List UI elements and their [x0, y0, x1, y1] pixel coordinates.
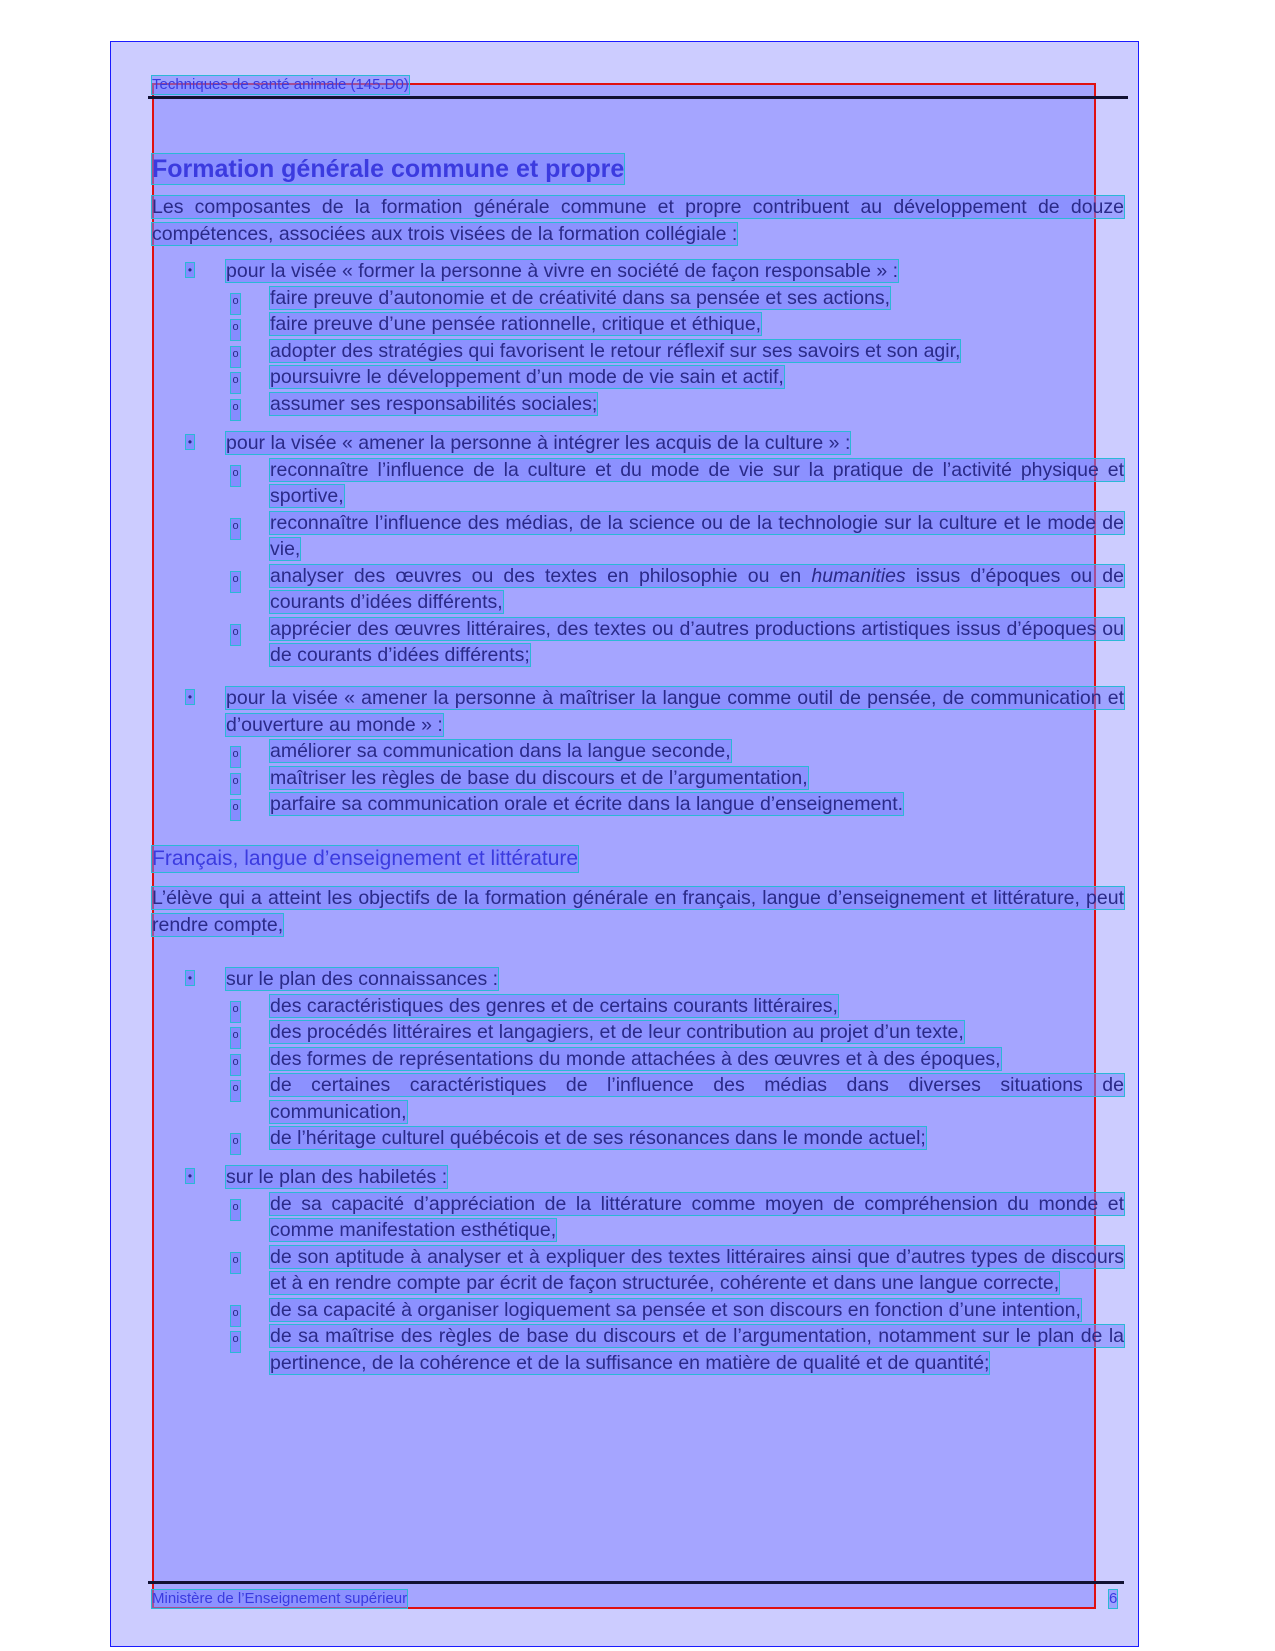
section2-intro: L’élève qui a atteint les objectifs de la formation générale en français, langue d’enseignement et littérature, peut rendre compte, — [152, 887, 1124, 936]
list-item: o adopter des stratégies qui favorisent le retour réflexif sur ses savoirs et son agir, — [226, 338, 1124, 365]
list-item: • pour la visée « amener la personne à maîtriser la langue comme outil de pensée, de communication et d’ouverture au monde » : o améliorer sa communication dans la langue seconde, o maîtriser les règles de base du discours et de l’argumentation, o parfaire sa communication orale et écrite dans la langue d’enseignement. — [186, 685, 1124, 818]
circle-bullet-icon: o — [231, 1002, 240, 1022]
list-item: o poursuivre le développement d’un mode de vie sain et actif, — [226, 364, 1124, 391]
bullet-icon: • — [187, 435, 193, 449]
list-item: o de sa maîtrise des règles de base du discours et de l’argumentation, notamment sur le plan de la pertinence, de la cohérence et de la suffisance en matière de qualité et de quantité; — [232, 1325, 1124, 1374]
sub-list — [226, 738, 1124, 818]
list-item: o maîtriser les règles de base du discours et de l’argumentation, — [226, 765, 1124, 792]
list-item: o des caractéristiques des genres et de certains courants littéraires, — [226, 993, 1124, 1020]
circle-bullet-icon: o — [231, 320, 240, 340]
section1-intro: Les composantes de la formation générale commune et propre contribuent au développement de douze compétences, associées aux trois visées de la formation collégiale : — [152, 196, 1124, 245]
circle-bullet-icon: o — [231, 774, 240, 794]
list-item: o des formes de représentations du monde attachées à des œuvres et à des époques, — [226, 1046, 1124, 1073]
visee-list-1 — [186, 258, 1124, 417]
circle-bullet-icon: o — [231, 1253, 240, 1273]
list-item: • pour la visée « former la personne à vivre en société de façon responsable » : o faire preuve d’autonomie et de créativité dans sa pensée et ses actions, o faire preuve d’une pensée rationnelle, critique et éthique, o adopter des stratégies qui favorisent le retour réflexif sur ses savoirs et son agir, o poursuivre le développement d’un mode de vie sain et actif, o assumer ses responsabilités sociales; — [186, 258, 1124, 417]
circle-bullet-icon: o — [231, 1081, 240, 1101]
list-item: • pour la visée « amener la personne à intégrer les acquis de la culture » : o reconnaître l’influence de la culture et du mode de vie sur la pratique de l’activité physique et sportive, o reconnaître l’influence des médias, de la science ou de la technologie sur la culture et le mode de vie, o analyser des œuvres ou des textes en philosophie ou en humanities issus d’époques ou de courants d’idées différents, o apprécier des œuvres littéraires, des textes ou d’autres productions artistiques issus d’époques ou de courants d’idées différents; — [186, 430, 1124, 669]
circle-bullet-icon: o — [231, 1306, 240, 1326]
list-item: o reconnaître l’influence de la culture et du mode de vie sur la pratique de l’activité physique et sportive, — [232, 458, 1124, 507]
circle-bullet-icon: o — [231, 1200, 240, 1220]
circle-bullet-icon: o — [231, 625, 240, 645]
humanities-term: humanities — [811, 564, 906, 587]
circle-bullet-icon: o — [231, 747, 240, 767]
bullet-icon: • — [187, 971, 193, 985]
plan-list-2 — [186, 1164, 1124, 1376]
circle-bullet-icon: o — [231, 519, 240, 539]
list-item: o de sa capacité à organiser logiquement sa pensée et son discours en fonction d’une intention, — [226, 1297, 1124, 1324]
footer-rule — [148, 1581, 1124, 1584]
circle-bullet-icon: o — [231, 572, 240, 592]
list-item: • sur le plan des connaissances : o des caractéristiques des genres et de certains courants littéraires, o des procédés littéraires et langagiers, et de leur contribution au projet d’un texte, o des formes de représentations du monde attachées à des œuvres et à des époques, o de certaines caractéristiques de l’influence des médias dans diverses situations de communication, o de l’héritage culturel québécois et de ses résonances dans le monde actuel; — [186, 966, 1124, 1152]
sub-list — [226, 285, 1124, 418]
list-item: o de certaines caractéristiques de l’influence des médias dans diverses situations de communication, — [232, 1074, 1124, 1123]
circle-bullet-icon: o — [231, 294, 240, 314]
list-item: o analyser des œuvres ou des textes en philosophie ou en humanities issus d’époques ou de courants d’idées différents, — [232, 564, 1124, 613]
running-header: Techniques de santé animale (145.D0) — [152, 76, 409, 93]
visee-list-3 — [186, 685, 1124, 818]
circle-bullet-icon: o — [231, 373, 240, 393]
bullet-icon: • — [187, 263, 193, 277]
sub-list — [226, 993, 1124, 1152]
running-footer: Ministère de l’Enseignement supérieur — [152, 1590, 408, 1607]
visee-list-2 — [186, 430, 1124, 669]
list-item: o apprécier des œuvres littéraires, des textes ou d’autres productions artistiques issus d’époques ou de courants d’idées différents; — [232, 617, 1124, 666]
list-item: o de son aptitude à analyser et à expliquer des textes littéraires ainsi que d’autres types de discours et à en rendre compte par écrit de façon structurée, cohérente et dans une langue correcte, — [232, 1245, 1124, 1294]
circle-bullet-icon: o — [231, 1028, 240, 1048]
circle-bullet-icon: o — [231, 1055, 240, 1075]
plan-list-1 — [186, 966, 1124, 1152]
list-item: o faire preuve d’autonomie et de créativité dans sa pensée et ses actions, — [226, 285, 1124, 312]
list-item: o améliorer sa communication dans la langue seconde, — [226, 738, 1124, 765]
bullet-icon: • — [187, 1169, 193, 1183]
list-item: o de sa capacité d’appréciation de la littérature comme moyen de compréhension du monde et comme manifestation esthétique, — [232, 1192, 1124, 1241]
circle-bullet-icon: o — [231, 400, 240, 420]
circle-bullet-icon: o — [231, 466, 240, 486]
bullet-icon: • — [187, 690, 193, 704]
list-item: • sur le plan des habiletés : o de sa capacité d’appréciation de la littérature comme moyen de compréhension du monde et comme manifestation esthétique, o de son aptitude à analyser et à expliquer des textes littéraires ainsi que d’autres types de discours et à en rendre compte par écrit de façon structurée, cohérente et dans une langue correcte, o de sa capacité à organiser logiquement sa pensée et son discours en fonction d’une intention, o de sa maîtrise des règles de base du discours et de l’argumentation, notamment sur le plan de la pertinence, de la cohérence et de la suffisance en matière de qualité et de quantité; — [186, 1164, 1124, 1376]
sub-list — [226, 457, 1124, 669]
page-number: 6 — [1109, 1590, 1118, 1607]
list-item: o faire preuve d’une pensée rationnelle, critique et éthique, — [226, 311, 1124, 338]
circle-bullet-icon: o — [231, 347, 240, 367]
circle-bullet-icon: o — [231, 800, 240, 820]
sub-list — [226, 1191, 1124, 1377]
list-item: o des procédés littéraires et langagiers, et de leur contribution au projet d’un texte, — [226, 1019, 1124, 1046]
list-item: o de l’héritage culturel québécois et de ses résonances dans le monde actuel; — [226, 1125, 1124, 1152]
circle-bullet-icon: o — [231, 1134, 240, 1154]
section-heading-formation-generale: Formation générale commune et propre — [152, 155, 625, 183]
section-heading-francais: Français, langue d’enseignement et littérature — [152, 847, 579, 870]
list-item: o reconnaître l’influence des médias, de la science ou de la technologie sur la culture et le mode de vie, — [232, 511, 1124, 560]
list-item: o parfaire sa communication orale et écrite dans la langue d’enseignement. — [226, 791, 1124, 818]
header-rule — [148, 96, 1128, 99]
circle-bullet-icon: o — [231, 1332, 240, 1352]
list-item: o assumer ses responsabilités sociales; — [226, 391, 1124, 418]
